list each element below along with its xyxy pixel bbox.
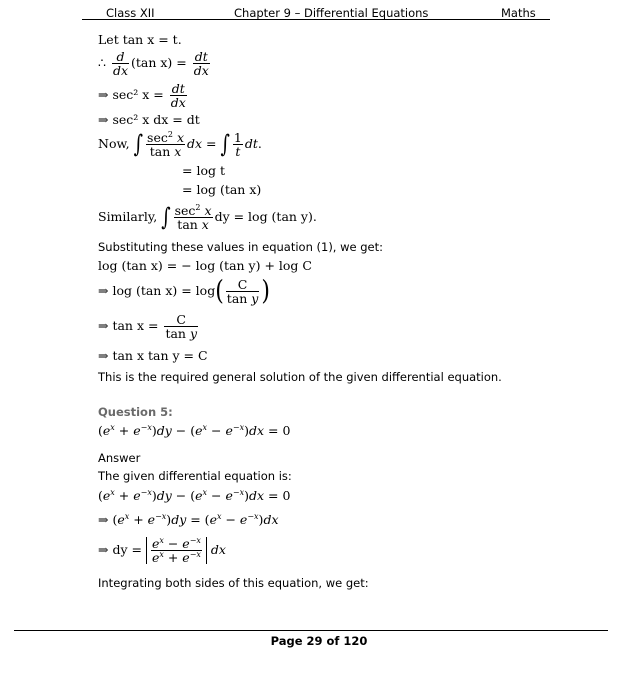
therefore-equation: ∴ $\frac{d}{dx}$ (tan x) = $\frac{dt}{dx}$ <box>98 49 209 78</box>
integrating-text: Integrating both sides of this equation, we get: <box>98 576 369 590</box>
log-equation-1: log (tan x) = − log (tan y) + log C <box>98 258 312 273</box>
answer-label: Answer <box>98 451 141 465</box>
sec-lhs: ⇒ sec² x = <box>98 87 164 102</box>
rearranged-equation: ⇒ $(e^x + e^{-x})dy = (e^x - e^{-x})dx$ <box>98 512 279 527</box>
header-class: Class XII <box>106 6 155 20</box>
dy-lhs: ⇒ dy = <box>98 542 142 557</box>
tanx-equation: ⇒ tan x = $\frac{C}{\text{tan y}}$ <box>98 312 197 341</box>
dy-equation: ⇒ dy = $\frac{e^x - e^{-x}}{e^x + e^{-x}}$ dx <box>98 536 226 565</box>
footer-rule <box>14 630 608 631</box>
given-equation: $(e^x + e^{-x})dy - (e^x - e^{-x})dx = 0$ <box>98 488 291 503</box>
now-integral: Now, ∫ $\frac{\sec^2 x}{\text{tan x}}$ dx = ∫ $\frac{1}{t}$ dt. <box>98 129 262 159</box>
similarly-result: dy = log (tan y). <box>214 209 317 224</box>
sec-equation: ⇒ sec² x = $\frac{dt}{dx}$ <box>98 81 186 110</box>
tanx-tany-equation: ⇒ tan x tan y = C <box>98 348 208 363</box>
therefore-lhs: (tan x) = <box>131 55 187 70</box>
now-label: Now, <box>98 136 130 151</box>
given-de-text: The given differential equation is: <box>98 469 292 483</box>
tanx-lhs: ⇒ tan x = <box>98 318 159 333</box>
question-equation: $(e^x + e^{-x})dy - (e^x - e^{-x})dx = 0$ <box>98 423 291 438</box>
sec-dx-equation: ⇒ sec² x dx = dt <box>98 112 200 127</box>
substituting-text: Substituting these values in equation (1), we get: <box>98 240 384 254</box>
log-tanx-line: = log (tan x) <box>182 182 262 197</box>
page-header <box>14 4 608 20</box>
header-rule <box>82 19 550 20</box>
question-heading: Question 5: <box>98 405 173 419</box>
general-solution-text: This is the required general solution of the given differential equation. <box>98 370 502 384</box>
header-chapter: Chapter 9 – Differential Equations <box>234 6 429 20</box>
page-number: Page 29 of 120 <box>270 634 368 648</box>
log-t-line: = log t <box>182 163 225 178</box>
let-line: Let tan x = t. <box>98 32 182 47</box>
similarly-label: Similarly, <box>98 209 158 224</box>
header-subject: Maths <box>501 6 536 20</box>
log-eq2-lhs: ⇒ log (tan x) = log <box>98 283 216 298</box>
similarly-integral: Similarly, ∫ $\frac{\sec^2 x}{\text{tan x}}$ dy = log (tan y). <box>98 202 317 232</box>
log-equation-2: ⇒ log (tan x) = log( $\frac{C}{\text{tan y}}$ ) <box>98 275 270 307</box>
